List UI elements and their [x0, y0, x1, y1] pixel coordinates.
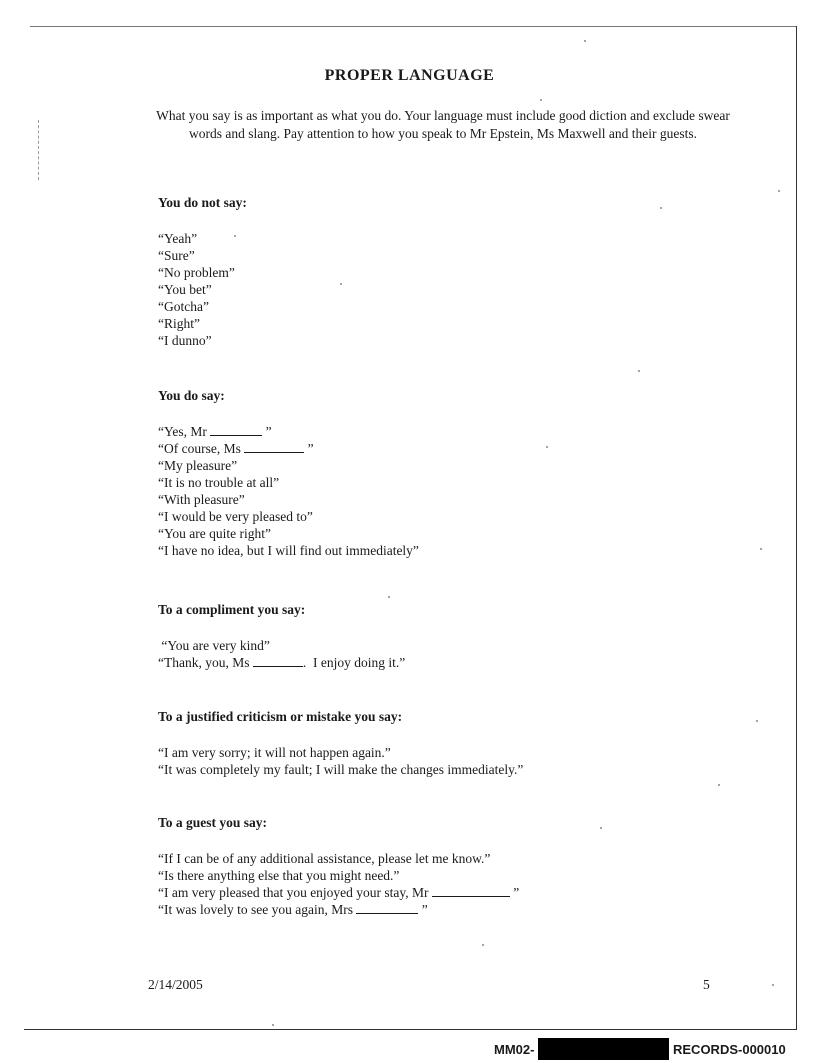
- fill-in-blank: [244, 440, 304, 453]
- section-do-not-say: [158, 194, 778, 349]
- fill-in-blank: [253, 654, 303, 667]
- fill-in-blank: [356, 901, 418, 914]
- section-heading: You do say:: [158, 388, 225, 403]
- section-heading: To a justified criticism or mistake you say:: [158, 709, 403, 724]
- margin-scan-mark: [38, 120, 40, 180]
- phrase-line: “I am very sorry; it will not happen again.”: [158, 745, 391, 760]
- phrase-line: “You bet”: [158, 282, 212, 297]
- phrase-line: “Thank, you, Ms . I enjoy doing it.”: [158, 655, 406, 670]
- phrase-line: “I have no idea, but I will find out immediately”: [158, 543, 419, 558]
- phrase-line: “My pleasure”: [158, 458, 238, 473]
- scan-speck: [584, 40, 586, 42]
- scan-speck: [272, 1024, 274, 1026]
- scan-speck: [718, 784, 720, 786]
- section-compliment: [158, 601, 778, 671]
- fill-in-blank: [432, 884, 510, 897]
- section-guest: [158, 814, 778, 918]
- scan-speck: [760, 548, 762, 550]
- bates-prefix: MM02-: [494, 1042, 535, 1057]
- scan-speck: [388, 596, 390, 598]
- bates-number: RECORDS-000010: [673, 1042, 786, 1057]
- phrase-line: “Yeah”: [158, 231, 198, 246]
- phrase-line: “It is no trouble at all”: [158, 475, 280, 490]
- phrase-line: “No problem”: [158, 265, 235, 280]
- scan-speck: [546, 446, 548, 448]
- phrase-line: “Gotcha”: [158, 299, 209, 314]
- phrase-line: “Of course, Ms ”: [158, 441, 314, 456]
- page-number: 5: [703, 977, 710, 992]
- phrase-line: “It was completely my fault; I will make the changes immediately.”: [158, 762, 524, 777]
- scan-speck: [600, 827, 602, 829]
- scan-speck: [756, 720, 758, 722]
- scan-speck: [340, 283, 342, 285]
- scan-speck: [638, 370, 640, 372]
- phrase-line: “I would be very pleased to”: [158, 509, 313, 524]
- fill-in-blank: [210, 423, 262, 436]
- footer-date: 2/14/2005: [148, 977, 203, 992]
- section-do-say: [158, 387, 778, 559]
- scan-speck: [778, 190, 780, 192]
- section-heading: To a compliment you say:: [158, 602, 306, 617]
- phrase-line: “You are quite right”: [158, 526, 271, 541]
- scan-speck: [772, 984, 774, 986]
- phrase-line: “With pleasure”: [158, 492, 245, 507]
- phrase-line: “You are very kind”: [158, 638, 270, 653]
- phrase-line: “I dunno”: [158, 333, 212, 348]
- section-heading: You do not say:: [158, 195, 247, 210]
- scan-speck: [540, 99, 542, 101]
- scan-speck: [234, 235, 236, 237]
- section-heading: To a guest you say:: [158, 815, 268, 830]
- intro-paragraph: What you say is as important as what you do. Your language must include good diction and exclude swear words and slang. Pay attention to how you speak to Mr Epstein, Ms Maxwell and their guests.: [156, 108, 730, 141]
- phrase-line: “Sure”: [158, 248, 195, 263]
- phrase-line: “I am very pleased that you enjoyed your stay, Mr ”: [158, 885, 520, 900]
- phrase-line: “Right”: [158, 316, 200, 331]
- phrase-line: “If I can be of any additional assistance, please let me know.”: [158, 851, 491, 866]
- section-criticism: [158, 708, 778, 778]
- scan-speck: [482, 944, 484, 946]
- scan-speck: [660, 207, 662, 209]
- phrase-line: “It was lovely to see you again, Mrs ”: [158, 902, 428, 917]
- phrase-line: “Is there anything else that you might need.”: [158, 868, 400, 883]
- redaction-bar: [538, 1038, 669, 1060]
- phrase-line: “Yes, Mr ”: [158, 424, 272, 439]
- page-title: PROPER LANGUAGE: [324, 67, 495, 84]
